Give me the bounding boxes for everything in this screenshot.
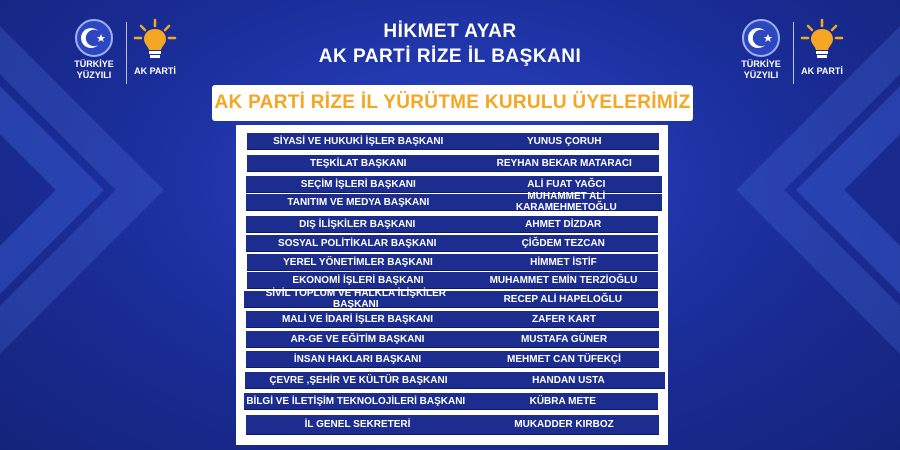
member-row [246, 331, 659, 348]
member-name: AHMET DİZDAR [525, 218, 602, 230]
member-role: TANITIM VE MEDYA BAŞKANI [287, 196, 430, 208]
member-role: SİVİL TOPLUM VE HALKLA İLİŞKİLER BAŞKANI [265, 288, 446, 310]
ak-parti-text: AK PARTİ [134, 66, 176, 76]
member-name: ALİ FUAT YAĞCI [527, 178, 606, 190]
turkiye-text: TÜRKİYE [741, 59, 781, 69]
member-role: ÇEVRE ,ŞEHİR VE KÜLTÜR BAŞKANI [269, 374, 448, 386]
member-role: TEŞKİLAT BAŞKANI [309, 157, 407, 169]
member-row [246, 311, 659, 328]
banner-title: AK PARTİ RİZE İL YÜRÜTME KURULU ÜYELERİMİZ [212, 85, 693, 121]
member-name: HANDAN USTA [532, 374, 605, 386]
member-role: BİLGİ VE İLETİŞİM TEKNOLOJİLERİ BAŞKANI [246, 395, 466, 407]
member-row [245, 372, 665, 389]
member-role: SİYASİ VE HUKUKİ İŞLER BAŞKANI [273, 135, 444, 147]
member-role: SOSYAL POLİTİKALAR BAŞKANI [278, 237, 437, 249]
member-role: DIŞ İLİŞKİLER BAŞKANI [299, 218, 416, 230]
turkiye-text: TÜRKİYE [74, 59, 114, 69]
chairman-name: HİKMET AYAR [383, 21, 517, 42]
member-name: ZAFER KART [532, 313, 596, 325]
member-role: EKONOMİ İŞLERİ BAŞKANI [292, 274, 424, 286]
member-row [246, 191, 662, 213]
member-row [247, 272, 658, 289]
header [0, 20, 900, 70]
members-panel [236, 125, 668, 445]
member-name: MUSTAFA GÜNER [520, 333, 608, 345]
member-name: MUHAMMET EMİN TERZİOĞLU [489, 274, 638, 286]
member-row [244, 393, 658, 410]
member-name: MEHMET CAN TÜFEKÇİ [507, 353, 621, 365]
member-role: AR-GE VE EĞİTİM BAŞKANI [290, 333, 425, 345]
member-row [244, 288, 658, 310]
member-row [246, 415, 659, 435]
member-row [246, 216, 658, 233]
member-name: YUNUS ÇORUH [527, 135, 602, 147]
yuzyili-text: YÜZYILI [743, 70, 779, 80]
member-name: KÜBRA METE [529, 395, 596, 407]
member-row [247, 155, 659, 172]
member-name: HİMMET İSTİF [530, 256, 597, 268]
member-name: RECEP ALİ HAPELOĞLU [503, 293, 622, 305]
member-row [246, 235, 658, 252]
ak-parti-text: AK PARTİ [801, 66, 843, 76]
chairman-title: AK PARTİ RİZE İL BAŞKANI [318, 46, 582, 67]
member-role: SEÇİM İŞLERİ BAŞKANI [300, 178, 416, 190]
member-name: REYHAN BEKAR MATARACI [496, 157, 632, 169]
member-row [247, 133, 659, 150]
yuzyili-text: YÜZYILI [76, 70, 112, 80]
member-role: MALİ VE İDARİ İŞLER BAŞKANI [281, 313, 434, 325]
member-name: MUKADDER KIRBOZ [514, 419, 614, 430]
member-role: İNSAN HAKLARI BAŞKANI [293, 353, 422, 365]
member-name: MUHAMMET ALİ KARAMEHMETOĞLU [515, 191, 617, 213]
member-name: ÇİĞDEM TEZCAN [521, 237, 605, 249]
member-role: YEREL YÖNETİMLER BAŞKANI [283, 256, 433, 268]
member-row [247, 254, 658, 271]
member-row [246, 351, 659, 368]
member-role: İL GENEL SEKRETERİ [304, 419, 411, 430]
